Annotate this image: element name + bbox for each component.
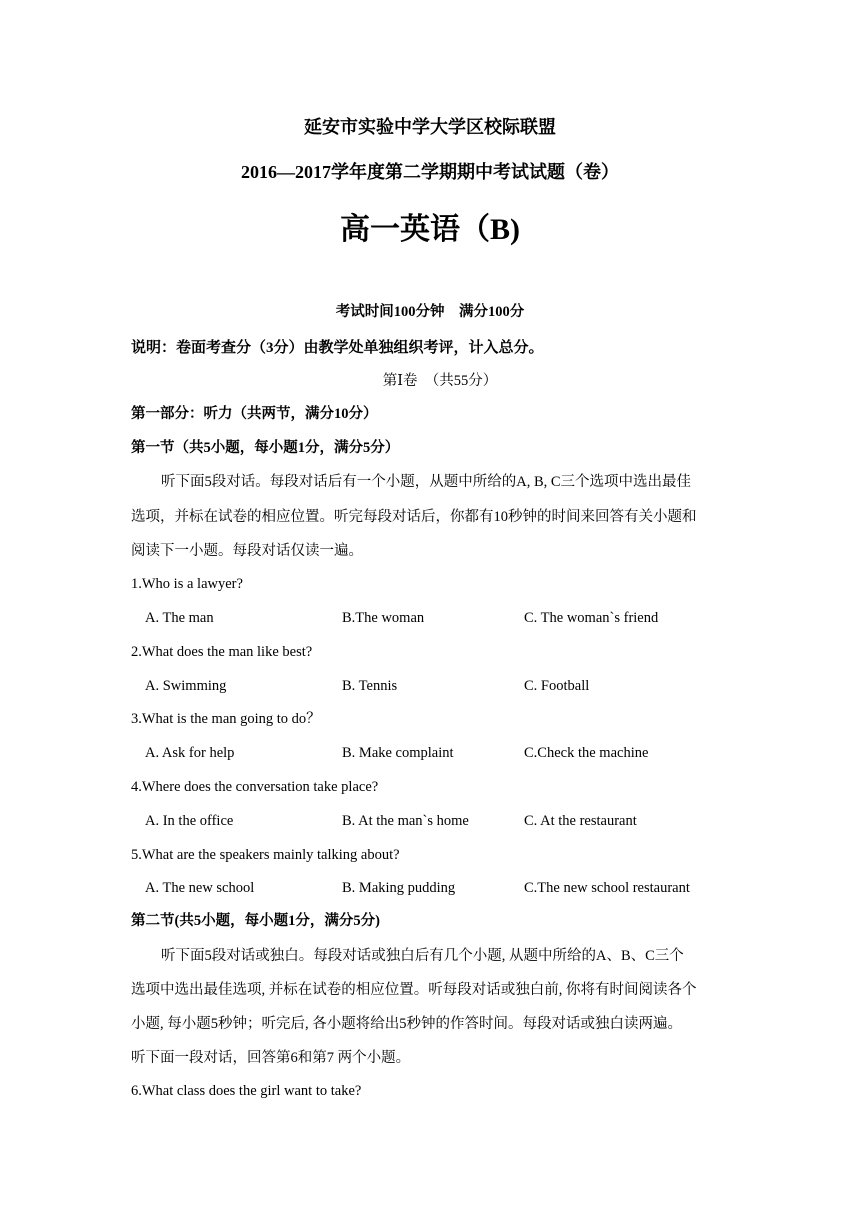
section2-title: 第二节(共5小题，每小题1分，满分5分): [131, 913, 380, 929]
section2-instruction-line: 选项中选出最佳选项, 并标在试卷的相应位置。听每段对话或独白前, 你将有时间阅读各个: [131, 982, 697, 998]
question-stem: 1.Who is a lawyer?: [131, 576, 243, 592]
question-stem: 2.What does the man like best?: [131, 644, 313, 660]
section1-instruction-line: 阅读下一小题。每段对话仅读一遍。: [131, 543, 363, 559]
part1-title: 第一部分：听力（共两节，满分10分）: [131, 406, 378, 422]
question-stem: 5.What are the speakers mainly talking about?: [131, 847, 400, 863]
option-b: B. Tennis: [342, 678, 398, 694]
question-stem: 4.Where does the conversation take place?: [131, 779, 379, 795]
option-b: B. At the man`s home: [342, 813, 469, 829]
option-a: A. The man: [145, 610, 214, 626]
option-a: A. The new school: [145, 880, 255, 896]
exam-note: 说明：卷面考查分（3分）由教学处单独组织考评，计入总分。: [131, 340, 544, 356]
exam-term-title: 2016—2017学年度第二学期期中考试试题（卷）: [241, 162, 619, 182]
section1-instruction-line: 听下面5段对话。每段对话后有一个小题，从题中所给的A, B, C三个选项中选出最佳: [161, 474, 692, 490]
question-stem: 6.What class does the girl want to take?: [131, 1083, 362, 1099]
exam-info: 考试时间100分钟 满分100分: [335, 304, 525, 320]
option-c: C. At the restaurant: [524, 813, 637, 829]
option-a: A. Ask for help: [145, 745, 235, 761]
volume-title: 第Ⅰ卷 （共55分）: [382, 373, 498, 389]
subject-title: 高一英语（B): [340, 213, 520, 246]
option-c: C. The woman`s friend: [524, 610, 659, 626]
section1-title: 第一节（共5小题，每小题1分，满分5分）: [131, 440, 400, 456]
option-c: C. Football: [524, 678, 590, 694]
option-b: B. Make complaint: [342, 745, 454, 761]
option-b: B.The woman: [342, 610, 425, 626]
question-stem: 3.What is the man going to do？: [131, 711, 321, 727]
section1-instruction-line: 选项，并标在试卷的相应位置。听完每段对话后，你都有10秒钟的时间来回答有关小题和: [131, 509, 697, 525]
option-a: A. Swimming: [145, 678, 227, 694]
option-c: C.The new school restaurant: [524, 880, 690, 896]
option-c: C.Check the machine: [524, 745, 649, 761]
section2-instruction-line: 小题, 每小题5秒钟；听完后, 各小题将给出5秒钟的作答时间。每段对话或独白读两遍。: [131, 1016, 682, 1032]
option-a: A. In the office: [145, 813, 234, 829]
school-alliance-title: 延安市实验中学大学区校际联盟: [304, 117, 556, 137]
section2-instruction-line: 听下面一段对话，回答第6和第7 两个小题。: [131, 1050, 411, 1066]
section2-instruction-line: 听下面5段对话或独白。每段对话或独白后有几个小题, 从题中所给的A、B、C三个: [161, 948, 684, 964]
option-b: B. Making pudding: [342, 880, 456, 896]
